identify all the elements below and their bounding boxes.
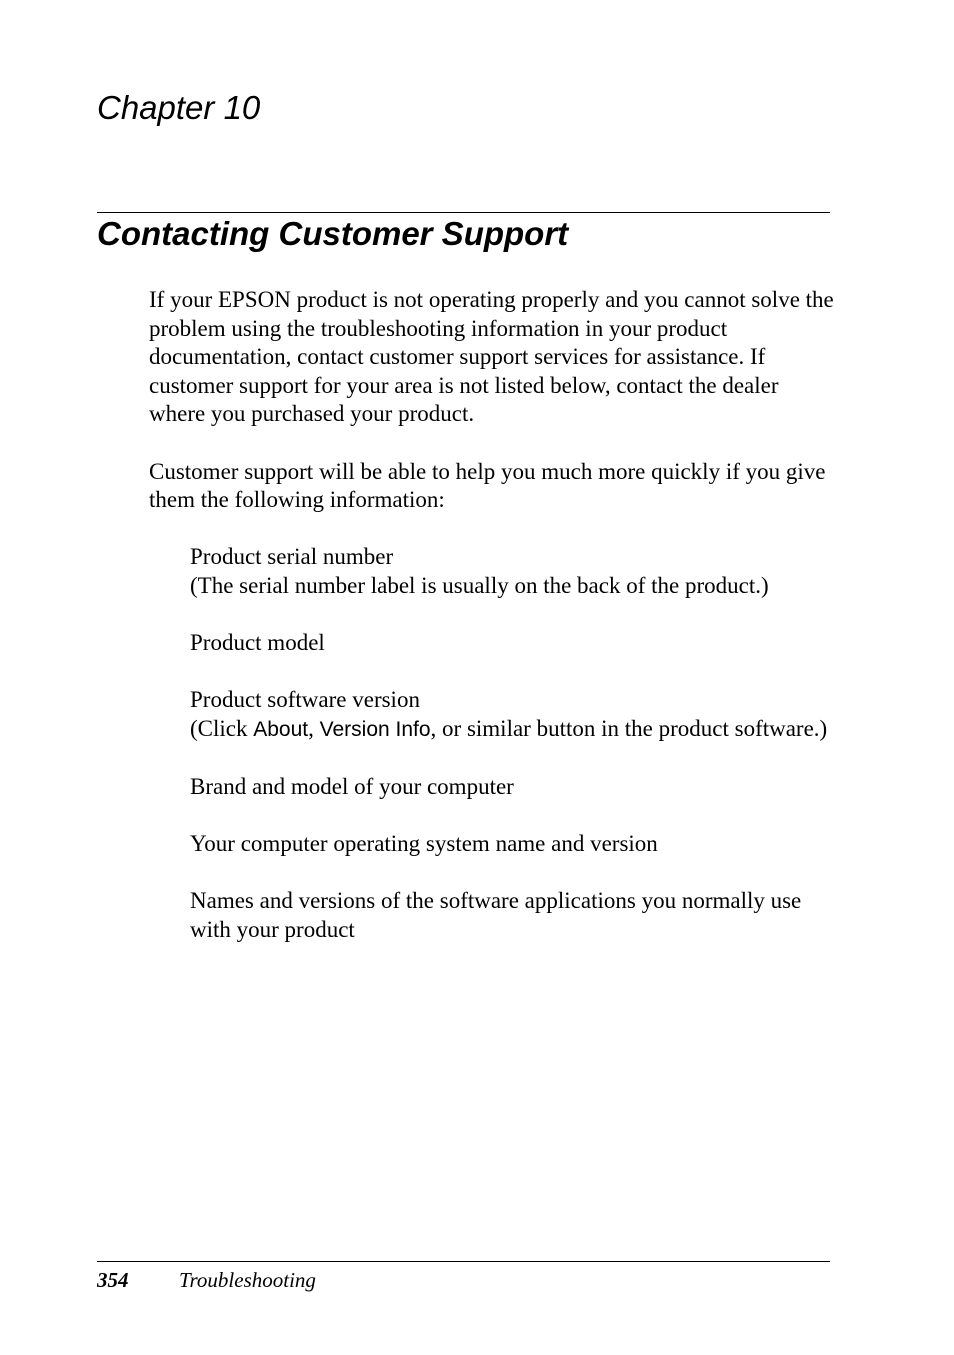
list-item-note: (The serial number label is usually on the back of the product.) [190, 572, 769, 598]
page-number: 354 [97, 1268, 129, 1292]
intro-paragraph: If your EPSON product is not operating properly and you cannot solve the problem using the troubleshooting information in your product documentation, contact customer support services for assistance. If customer support for your area is not listed below, contact the dealer where you purchased your product. [149, 287, 834, 427]
note-separator: , [308, 715, 320, 741]
chapter-label: Chapter 10 [97, 89, 261, 126]
list-item-text: Brand and model of your computer [190, 774, 514, 800]
list-item-text: Product software version [190, 687, 420, 713]
list-item-note [190, 716, 827, 741]
list-item [190, 887, 839, 944]
list-item [190, 830, 839, 859]
list-item-text: Product serial number [190, 544, 394, 570]
page-footer [97, 1266, 316, 1294]
note-prefix: (Click [190, 715, 254, 741]
note-suffix: , or similar button in the product software.) [430, 715, 828, 741]
chapter-title: Contacting Customer Support [97, 215, 569, 252]
list-item-text: Your computer operating system name and version [190, 831, 658, 857]
list-item-text: Names and versions of the software applications you normally use with your product [190, 888, 802, 943]
info-list [149, 543, 839, 944]
list-item [190, 773, 839, 802]
list-item [190, 686, 839, 744]
list-item [190, 629, 839, 658]
about-term: About [253, 717, 309, 741]
footer-divider [97, 1261, 830, 1262]
version-info-term: Version Info [319, 717, 431, 741]
section-name: Troubleshooting [179, 1268, 316, 1292]
main-content [149, 286, 839, 973]
info-paragraph: Customer support will be able to help you much more quickly if you give them the following information: [149, 458, 826, 513]
list-item-text: Product model [190, 630, 325, 656]
list-item [190, 543, 839, 600]
